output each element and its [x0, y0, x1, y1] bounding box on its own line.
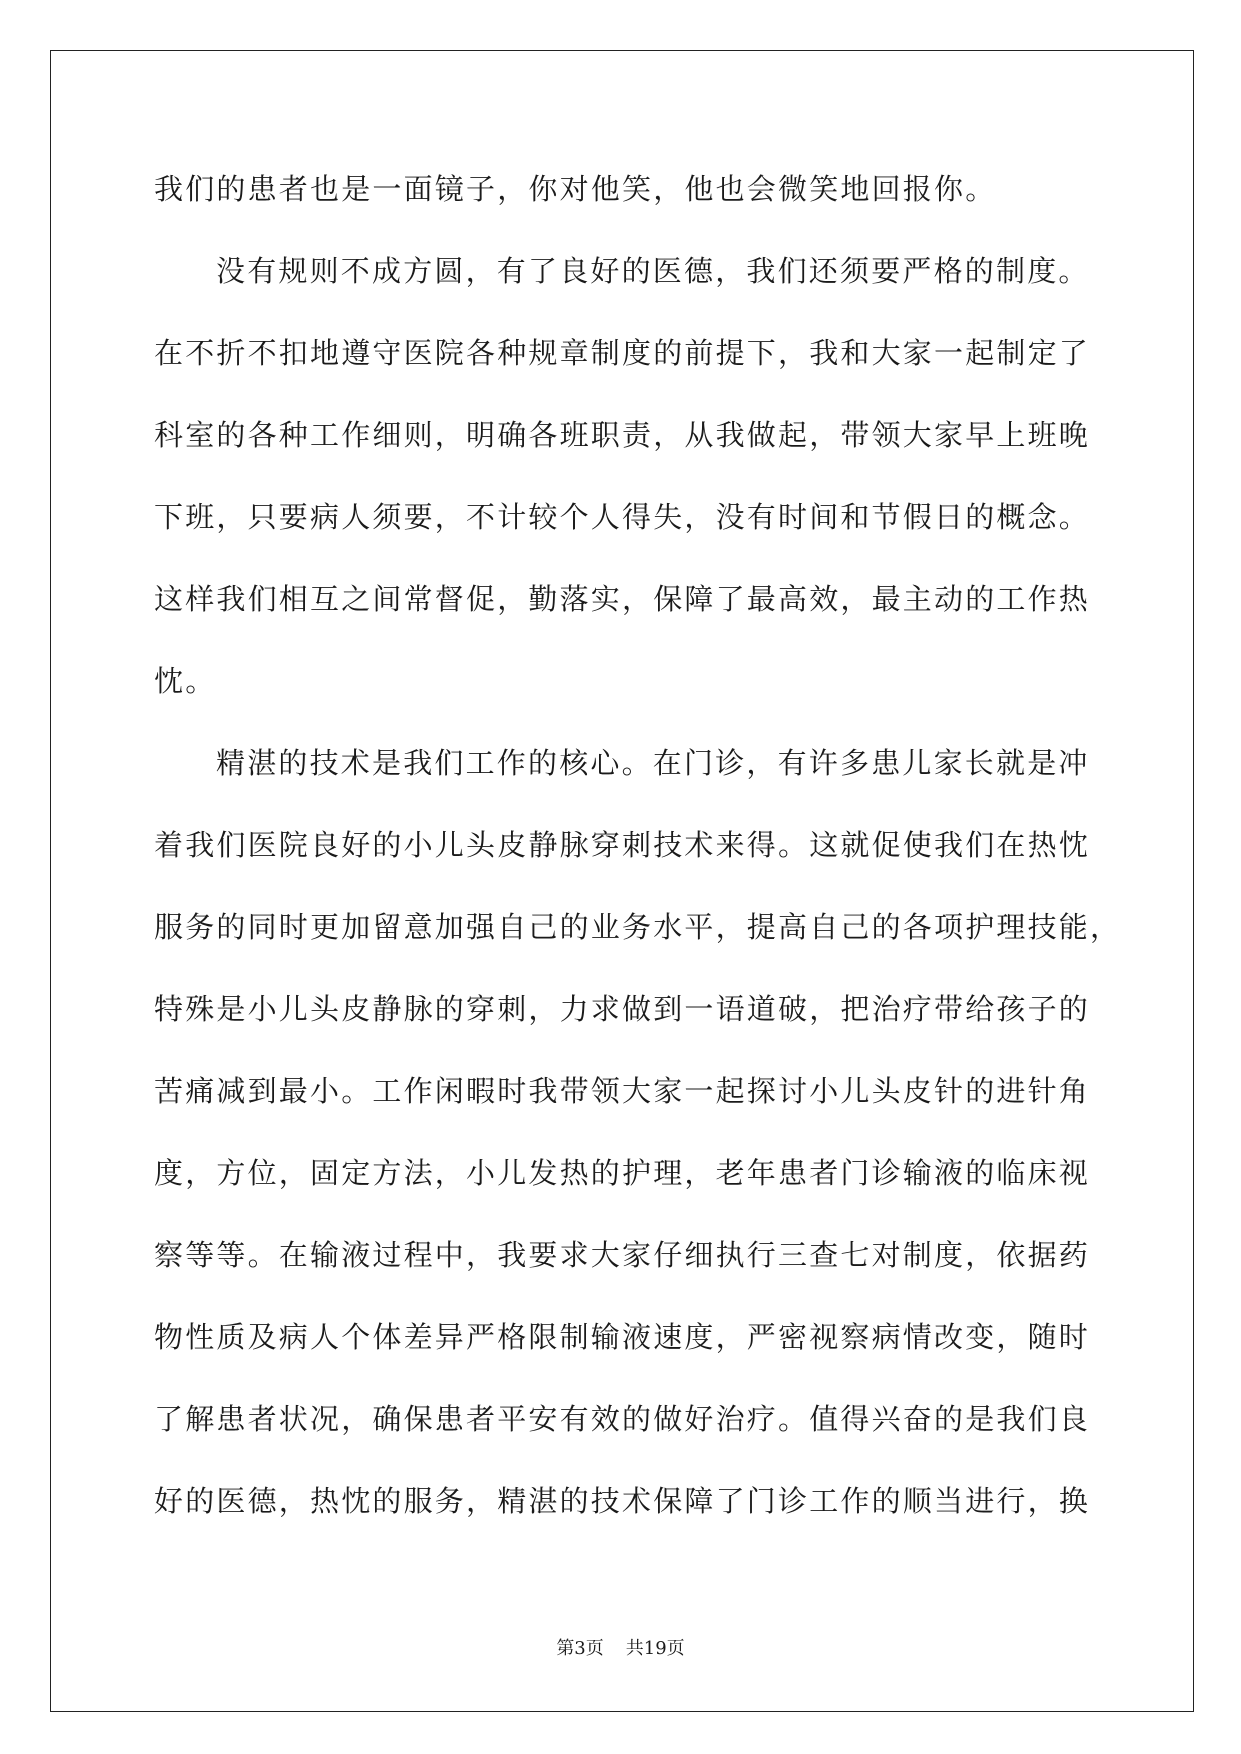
text-line: 好的医德，热忱的服务，精湛的技术保障了门诊工作的顺当进行，换: [154, 1484, 1091, 1518]
text-line: 服务的同时更加留意加强自己的业务水平，提高自己的各项护理技能，: [154, 910, 1122, 944]
text-line: 科室的各种工作细则，明确各班职责，从我做起，带领大家早上班晚: [154, 418, 1091, 452]
text-line: 特殊是小儿头皮静脉的穿刺，力求做到一语道破，把治疗带给孩子的: [154, 992, 1091, 1026]
page-footer: [0, 1636, 1241, 1662]
paragraph-rules: [154, 230, 1134, 722]
page-total: 共19页: [625, 1638, 685, 1659]
text-line: 没有规则不成方圆，有了良好的医德，我们还须要严格的制度。: [216, 254, 1090, 288]
text-line: 了解患者状况，确保患者平安有效的做好治疗。值得兴奋的是我们良: [154, 1402, 1091, 1436]
text-line: 我们的患者也是一面镜子，你对他笑，他也会微笑地回报你。: [154, 172, 997, 206]
text-line: 苦痛减到最小。工作闲暇时我带领大家一起探讨小儿头皮针的进针角: [154, 1074, 1091, 1108]
text-line: 精湛的技术是我们工作的核心。在门诊，有许多患儿家长就是冲: [216, 746, 1090, 780]
text-line: 忱。: [154, 664, 217, 698]
text-line: 度，方位，固定方法，小儿发热的护理，老年患者门诊输液的临床视: [154, 1156, 1091, 1190]
page-number: 第3页: [556, 1638, 604, 1659]
text-line: 物性质及病人个体差异严格限制输液速度，严密视察病情改变，随时: [154, 1320, 1091, 1354]
paragraph-continued: [154, 148, 1134, 230]
text-line: 在不折不扣地遵守医院各种规章制度的前提下，我和大家一起制定了: [154, 336, 1091, 370]
text-line: 下班，只要病人须要，不计较个人得失，没有时间和节假日的概念。: [154, 500, 1091, 534]
text-line: 这样我们相互之间常督促，勤落实，保障了最高效，最主动的工作热: [154, 582, 1091, 616]
document-body: [154, 148, 1134, 1542]
paragraph-technique: [154, 722, 1134, 1542]
text-line: 着我们医院良好的小儿头皮静脉穿刺技术来得。这就促使我们在热忱: [154, 828, 1091, 862]
text-line: 察等等。在输液过程中，我要求大家仔细执行三查七对制度，依据药: [154, 1238, 1091, 1272]
